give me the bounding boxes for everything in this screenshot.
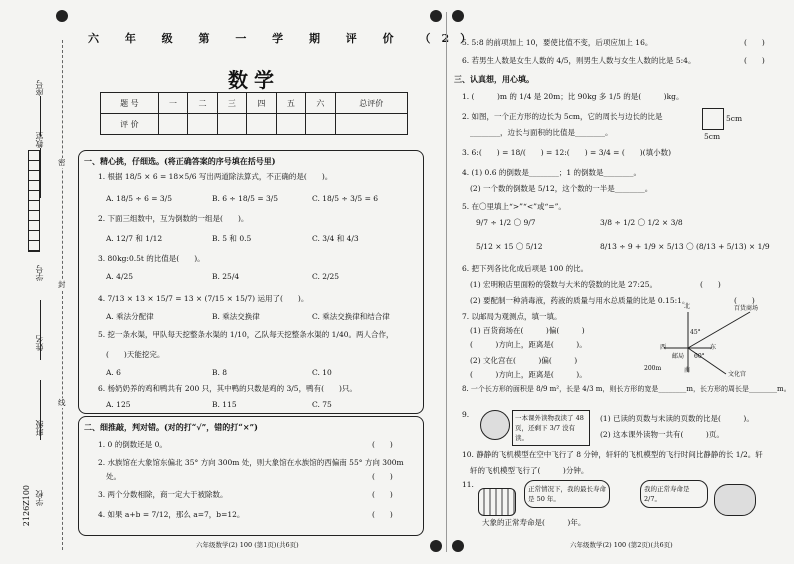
option[interactable]: A. 6 bbox=[106, 368, 121, 377]
exam-title: 六 年 级 第 一 学 期 评 价 （2） bbox=[88, 32, 483, 45]
fill-5: 5. 在〇里填上“>”“<”或“=”。 bbox=[462, 202, 566, 211]
fill-11-answer: 大象的正常寿命是( )年。 bbox=[482, 518, 586, 527]
score-cell: 四 bbox=[247, 93, 276, 114]
page-footer-right: 六年级数学(2) 100 (第2页)(共6页) bbox=[570, 541, 673, 549]
punch-hole bbox=[452, 540, 464, 552]
score-cell: 六 bbox=[306, 93, 335, 114]
square-bottom-label: 5cm bbox=[704, 132, 721, 141]
map-angle-2: 60° bbox=[694, 353, 705, 360]
answer-paren[interactable]: ( ) bbox=[734, 296, 755, 305]
fill-6-1: (1) 宏明粮店里面粉的袋数与大米的袋数的比是 27:25。 bbox=[470, 280, 658, 289]
option[interactable]: B. 乘法交换律 bbox=[212, 312, 260, 321]
eval-cell[interactable] bbox=[276, 114, 305, 135]
question-5-cont: ( )天能挖完。 bbox=[106, 350, 165, 359]
option[interactable]: B. 6 ÷ 18/5 = 3/5 bbox=[212, 194, 279, 203]
fill-7-1-cont: ( )方向上，距离是( )。 bbox=[470, 340, 587, 349]
square-side-label: 5cm bbox=[726, 114, 743, 123]
page-footer-left: 六年级数学(2) 100 (第1页)(共6页) bbox=[196, 541, 299, 549]
square-figure bbox=[702, 108, 724, 130]
fill-2-cont: ________，边长与面积的比值是________。 bbox=[470, 128, 613, 137]
classroom-line bbox=[40, 148, 41, 198]
fill-9-number: 9. bbox=[462, 410, 470, 419]
eval-cell[interactable] bbox=[335, 114, 407, 135]
fill-4-1: 4. (1) 0.6 的倒数是________；1 的倒数是________。 bbox=[462, 168, 642, 177]
boy-reading-icon bbox=[480, 410, 510, 440]
map-scale: 200m bbox=[644, 365, 662, 372]
section-one-box bbox=[78, 150, 424, 414]
option[interactable]: B. 8 bbox=[212, 368, 228, 377]
option[interactable]: A. 乘法分配律 bbox=[106, 312, 154, 321]
fill-7-2: (2) 文化宫在( )偏( ) bbox=[470, 356, 578, 365]
fill-9-note: 一本课外读物我读了 48 页，还剩下 3/7 没有读。 bbox=[512, 410, 590, 446]
judge-4: 4. 如果 a+b = 7/12，那么 a=7，b=12。 bbox=[98, 510, 245, 519]
question-3: 3. 80kg:0.5t 的比值是( )。 bbox=[98, 254, 205, 263]
answer-paren[interactable]: ( ) bbox=[744, 56, 765, 65]
eval-cell[interactable] bbox=[158, 114, 187, 135]
judge-5: 5. 5:8 的前项加上 10，要使比值不变，后项应加上 16。 bbox=[462, 38, 653, 47]
map-south: 南 bbox=[684, 367, 691, 374]
fill-6: 6. 把下列各比化成后项是 100 的比。 bbox=[462, 264, 589, 273]
judge-3: 3. 两个分数相除，商一定大于被除数。 bbox=[98, 490, 228, 499]
tiger-icon bbox=[478, 488, 516, 516]
section-two-heading: 二、细推敲，判对错。(对的打“√”，错的打“×”) bbox=[84, 422, 258, 432]
punch-hole bbox=[56, 10, 68, 22]
answer-paren[interactable]: ( ) bbox=[372, 490, 393, 499]
fill-10-cont: 轩的飞机模型飞行了( )分钟。 bbox=[470, 466, 589, 475]
map-east: 东 bbox=[710, 344, 717, 351]
seat-label: 座号 bbox=[35, 80, 44, 96]
judge-2: 2. 水族馆在大象馆东偏北 35° 方向 300m 处，则大象馆在水族馆的西偏南 55° 方向 300m bbox=[98, 458, 404, 467]
answer-paren[interactable]: ( ) bbox=[372, 472, 393, 481]
score-cell: 五 bbox=[276, 93, 305, 114]
compare-item[interactable]: 9/7 ÷ 1/2 〇 9/7 bbox=[476, 218, 536, 227]
compare-item[interactable]: 3/8 ÷ 1/2 〇 1/2 × 3/8 bbox=[600, 218, 683, 227]
seal-mark: 封 bbox=[58, 280, 66, 289]
answer-paren[interactable]: ( ) bbox=[372, 440, 393, 449]
eval-cell[interactable] bbox=[217, 114, 246, 135]
classroom-label: 教室 bbox=[35, 132, 44, 148]
option[interactable]: A. 18/5 ÷ 6 = 3/5 bbox=[106, 194, 172, 203]
student-id-label: 学号 bbox=[35, 265, 44, 281]
question-5: 5. 挖一条水渠，甲队每天挖整条水渠的 1/10，乙队每天挖整条水渠的 1/40。两人合作， bbox=[98, 330, 394, 339]
student-id-boxes[interactable] bbox=[28, 150, 40, 252]
seal-mark: 密 bbox=[58, 158, 66, 167]
map-store: 百货商场 bbox=[734, 305, 759, 312]
seal-line bbox=[62, 40, 63, 550]
option[interactable]: B. 115 bbox=[212, 400, 237, 409]
score-cell: 题 号 bbox=[101, 93, 159, 114]
fill-11: 11. bbox=[462, 480, 474, 489]
subject-title: 数学 bbox=[228, 68, 280, 92]
option[interactable]: C. 3/4 和 4/3 bbox=[312, 234, 359, 243]
question-2: 2. 下面三组数中，互为倒数的一组是( )。 bbox=[98, 214, 249, 223]
answer-paren[interactable]: ( ) bbox=[744, 38, 765, 47]
elephant-speech: 我的正常寿命是 2/7。 bbox=[640, 480, 708, 508]
eval-label: 评 价 bbox=[101, 114, 159, 135]
option[interactable]: A. 125 bbox=[106, 400, 131, 409]
fill-7: 7. 以邮局为观测点，填一填。 bbox=[462, 312, 562, 321]
seat-line bbox=[40, 96, 41, 136]
map-west: 西 bbox=[660, 344, 667, 351]
fill-7-1: (1) 百货商场在( )偏( ) bbox=[470, 326, 585, 335]
eval-cell[interactable] bbox=[188, 114, 217, 135]
compare-item[interactable]: 5/12 × 15 〇 5/12 bbox=[476, 242, 543, 251]
name-label: 姓名 bbox=[35, 335, 44, 351]
page-divider bbox=[446, 12, 447, 552]
answer-paren[interactable]: ( ) bbox=[700, 280, 721, 289]
punch-hole bbox=[430, 540, 442, 552]
score-cell: 三 bbox=[217, 93, 246, 114]
map-palace: 文化宫 bbox=[728, 371, 747, 378]
score-cell: 一 bbox=[158, 93, 187, 114]
compare-item[interactable]: 8/13 ÷ 9 + 1/9 × 5/13 〇 (8/13 + 5/13) × 1/9 bbox=[600, 242, 770, 251]
option[interactable]: B. 25/4 bbox=[212, 272, 240, 281]
class-line bbox=[40, 380, 41, 440]
section-three-heading: 三、认真想，用心填。 bbox=[454, 74, 534, 84]
paper-code: 2126Z100 bbox=[22, 485, 31, 527]
fill-9-1: (1) 已读的页数与未读的页数的比是( )。 bbox=[600, 414, 754, 423]
fill-6-2: (2) 要配制一种消毒液，药液的质量与用水总质量的比是 0.15:1。 bbox=[470, 296, 690, 305]
score-cell: 总评价 bbox=[335, 93, 407, 114]
eval-cell[interactable] bbox=[247, 114, 276, 135]
map-angle-1: 45° bbox=[690, 329, 701, 336]
fill-4-2: (2) 一个数的倒数是 5/12，这个数的一半是________。 bbox=[470, 184, 653, 193]
section-one-heading: 一、精心挑，仔细选。(将正确答案的序号填在括号里) bbox=[84, 156, 276, 166]
fill-7-2-cont: ( )方向上，距离是( )。 bbox=[470, 370, 587, 379]
name-line bbox=[40, 300, 41, 360]
fill-1: 1. ( )m 的 1/4 是 20m；比 90kg 多 1/5 的是( )kg。 bbox=[462, 92, 684, 101]
score-header-row bbox=[101, 93, 408, 114]
question-4: 4. 7/13 × 13 × 15/7 = 13 × (7/15 × 15/7) 运用了( )。 bbox=[98, 294, 309, 303]
tiger-speech: 正常情况下，我的最长寿命是 50 年。 bbox=[524, 480, 610, 508]
punch-hole bbox=[452, 10, 464, 22]
option[interactable]: A. 12/7 和 1/12 bbox=[106, 234, 163, 243]
judge-1: 1. 0 的倒数还是 0。 bbox=[98, 440, 167, 449]
fill-8: 8. 一个长方形的面积是 8/9 m²，长是 4/3 m，则长方形的宽是________m，长方形的周长是________m。 bbox=[462, 385, 791, 393]
option[interactable]: A. 4/25 bbox=[106, 272, 134, 281]
score-cell: 二 bbox=[188, 93, 217, 114]
eval-cell[interactable] bbox=[306, 114, 335, 135]
score-eval-row bbox=[101, 114, 408, 135]
map-north: 北 bbox=[684, 303, 691, 310]
fill-10: 10. 静静的飞机模型在空中飞行了 8 分钟，轩轩的飞机模型的飞行时间比静静的长 1/2。轩 bbox=[462, 450, 763, 459]
class-label: 班级 bbox=[35, 420, 44, 436]
punch-hole bbox=[430, 10, 442, 22]
direction-map bbox=[640, 300, 790, 380]
question-1: 1. 根据 18/5 × 6 = 18×5/6 写出两道除法算式，不正确的是( )。 bbox=[98, 172, 333, 181]
score-table bbox=[100, 92, 408, 135]
judge-6: 6. 若男生人数是女生人数的 4/5，则男生人数与女生人数的比是 5:4。 bbox=[462, 56, 696, 65]
fill-3: 3. 6:( ) = 18/( ) = 12:( ) = 3/4 = ( )(填小数) bbox=[462, 148, 672, 157]
answer-paren[interactable]: ( ) bbox=[372, 510, 393, 519]
option[interactable]: C. 18/5 ÷ 3/5 = 6 bbox=[312, 194, 379, 203]
question-6: 6. 杨奶奶养的鸡和鸭共有 200 只，其中鸭的只数是鸡的 3/5，鸭有( )只。 bbox=[98, 384, 357, 393]
option[interactable]: C. 2/25 bbox=[312, 272, 340, 281]
option[interactable]: B. 5 和 0.5 bbox=[212, 234, 252, 243]
fill-9-2: (2) 这本课外读物一共有( )页。 bbox=[600, 430, 724, 439]
seal-mark: 线 bbox=[58, 398, 66, 407]
judge-2-cont: 处。 bbox=[106, 472, 121, 481]
school-label: 学校 bbox=[35, 490, 44, 506]
map-post: 邮局 bbox=[672, 353, 685, 360]
option[interactable]: C. 10 bbox=[312, 368, 332, 377]
elephant-icon bbox=[714, 484, 756, 516]
option[interactable]: C. 75 bbox=[312, 400, 332, 409]
fill-2: 2. 如图，一个正方形的边长为 5cm，它的周长与边长的比是 bbox=[462, 112, 663, 121]
option[interactable]: C. 乘法交换律和结合律 bbox=[312, 312, 390, 321]
